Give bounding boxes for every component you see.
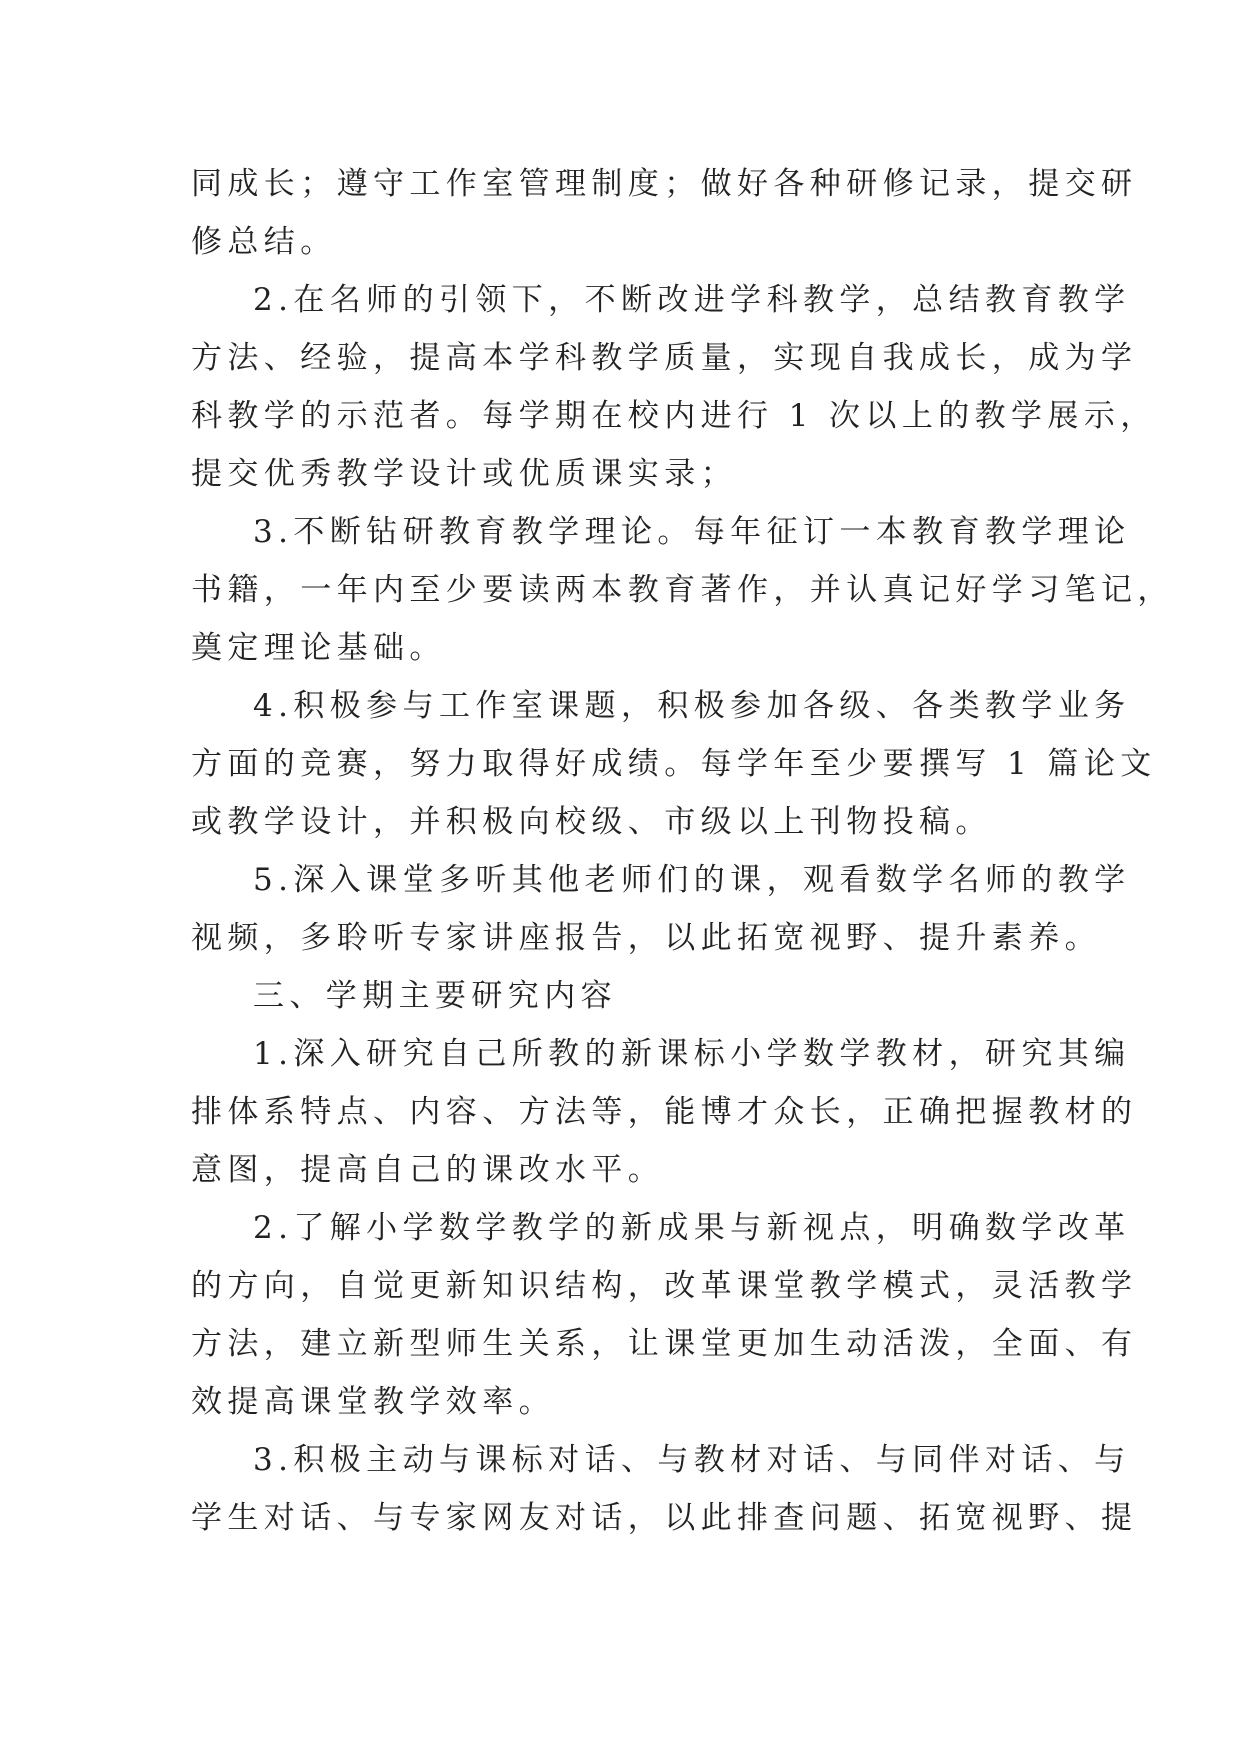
list-item-3-line: 3.不断钻研教育教学理论。每年征订一本教育教学理论 (253, 514, 1131, 550)
list-item-2-line: 2.了解小学数学教学的新成果与新视点，明确数学改革 (253, 1210, 1131, 1246)
text-line: 奠定理论基础。 (191, 630, 446, 666)
text-line: 科教学的示范者。每学期在校内进行 1 次以上的教学展示， (191, 398, 1157, 434)
list-item-1-line: 1.深入研究自己所教的新课标小学数学教材，研究其编 (253, 1036, 1131, 1072)
text-line: 提交优秀教学设计或优质课实录； (191, 456, 737, 492)
text-line: 或教学设计，并积极向校级、市级以上刊物投稿。 (191, 804, 992, 840)
section-heading: 三、学期主要研究内容 (253, 978, 617, 1014)
list-item-5-line: 5.深入课堂多听其他老师们的课，观看数学名师的教学 (253, 862, 1131, 898)
text-line: 方面的竞赛，努力取得好成绩。每学年至少要撰写 1 篇论文 (191, 746, 1157, 782)
list-item-2-line: 2.在名师的引领下，不断改进学科教学，总结教育教学 (253, 282, 1131, 318)
text-line: 排体系特点、内容、方法等，能博才众长，正确把握教材的 (191, 1094, 1138, 1130)
text-line: 方法，建立新型师生关系，让课堂更加生动活泼，全面、有 (191, 1326, 1138, 1362)
text-line: 视频，多聆听专家讲座报告，以此拓宽视野、提升素养。 (191, 920, 1101, 956)
list-item-3-line: 3.积极主动与课标对话、与教材对话、与同伴对话、与 (253, 1442, 1131, 1478)
text-line: 书籍，一年内至少要读两本教育著作，并认真记好学习笔记， (191, 572, 1174, 608)
list-item-4-line: 4.积极参与工作室课题，积极参加各级、各类教学业务 (253, 688, 1131, 724)
text-line: 效提高课堂教学效率。 (191, 1384, 555, 1420)
text-line: 学生对话、与专家网友对话，以此排查问题、拓宽视野、提 (191, 1500, 1138, 1536)
body-text (191, 155, 1174, 1547)
text-line: 方法、经验，提高本学科教学质量，实现自我成长，成为学 (191, 340, 1138, 376)
text-line: 修总结。 (191, 224, 337, 260)
text-line: 意图，提高自己的课改水平。 (191, 1152, 665, 1188)
text-line: 的方向，自觉更新知识结构，改革课堂教学模式，灵活教学 (191, 1268, 1138, 1304)
text-line: 同成长；遵守工作室管理制度；做好各种研修记录，提交研 (191, 166, 1138, 202)
